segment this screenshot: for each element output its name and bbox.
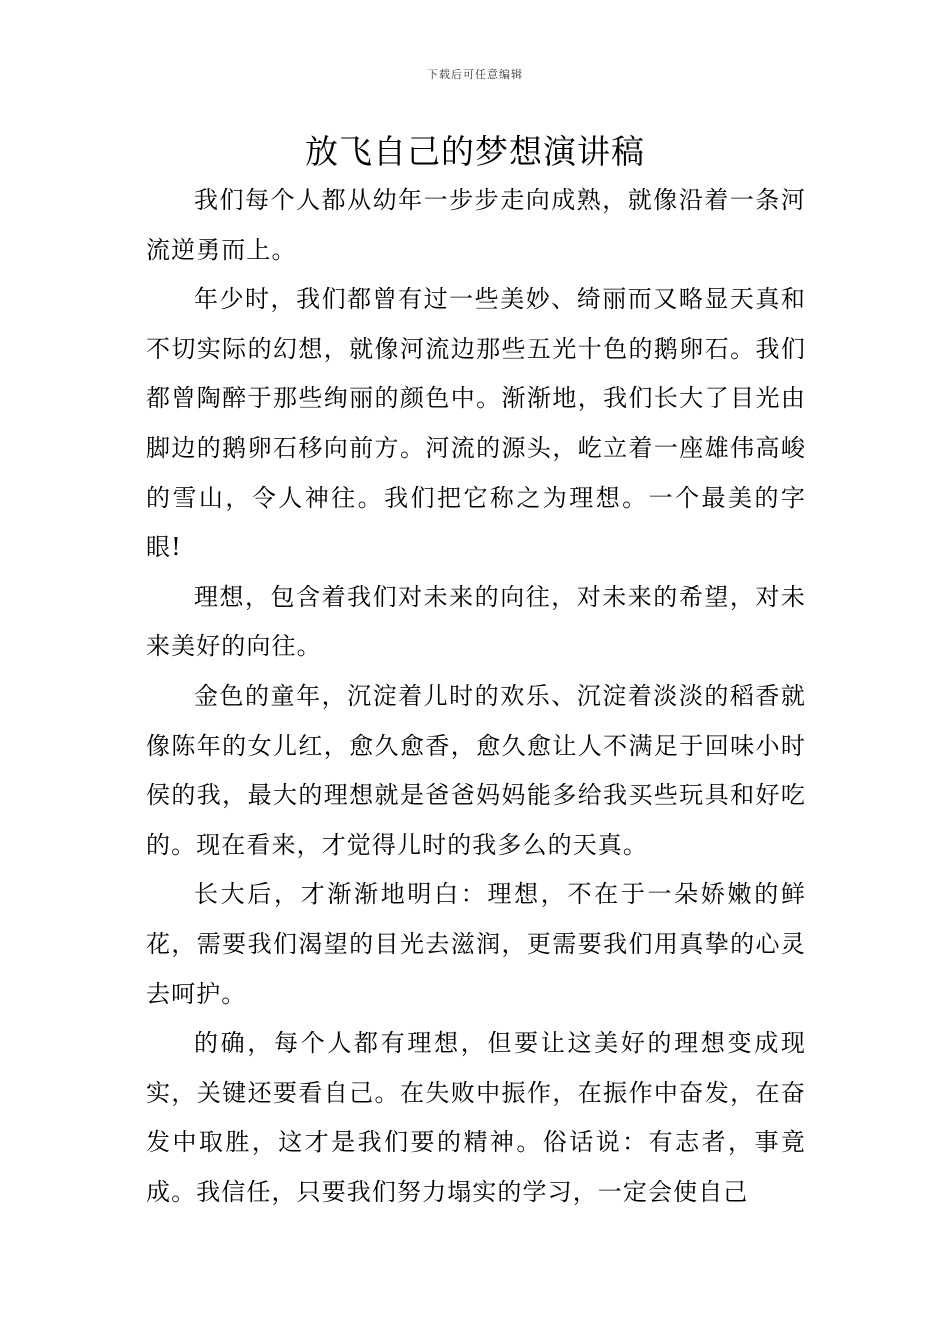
paragraph-2: 年少时，我们都曾有过一些美妙、绮丽而又略显天真和不切实际的幻想，就像河流边那些五光十色的鹅卵石。我们都曾陶醉于那些绚丽的颜色中。渐渐地，我们长大了目光由脚边的鹅卵石移向前方。河流的源头，屹立着一座雄伟高峻的雪山，令人神往。我们把它称之为理想。一个最美的字眼! xyxy=(146,285,806,562)
document-body xyxy=(146,176,806,1217)
paragraph-3: 理想，包含着我们对未来的向往，对未来的希望，对未来美好的向往。 xyxy=(146,582,806,661)
paragraph-4: 金色的童年，沉淀着儿时的欢乐、沉淀着淡淡的稻香就像陈年的女儿红，愈久愈香，愈久愈让人不满足于回味小时侯的我，最大的理想就是爸爸妈妈能多给我买些玩具和好吃的。现在看来，才觉得儿时的我多么的天真。 xyxy=(146,681,806,859)
document-title: 放飞自己的梦想演讲稿 xyxy=(305,132,645,171)
paragraph-1: 我们每个人都从幼年一步步走向成熟，就像沿着一条河流逆勇而上。 xyxy=(146,186,806,264)
paragraph-5: 长大后，才渐渐地明白：理想，不在于一朵娇嫩的鲜花，需要我们渴望的目光去滋润，更需要我们用真挚的心灵去呵护。 xyxy=(146,880,806,1008)
paragraph-6: 的确，每个人都有理想，但要让这美好的理想变成现实，关键还要看自己。在失败中振作，在振作中奋发，在奋发中取胜，这才是我们要的精神。俗话说：有志者，事竟成。我信任，只要我们努力塌实的学习，一定会使自己 xyxy=(146,1029,806,1206)
header-note: 下载后可任意编辑 xyxy=(427,68,523,81)
